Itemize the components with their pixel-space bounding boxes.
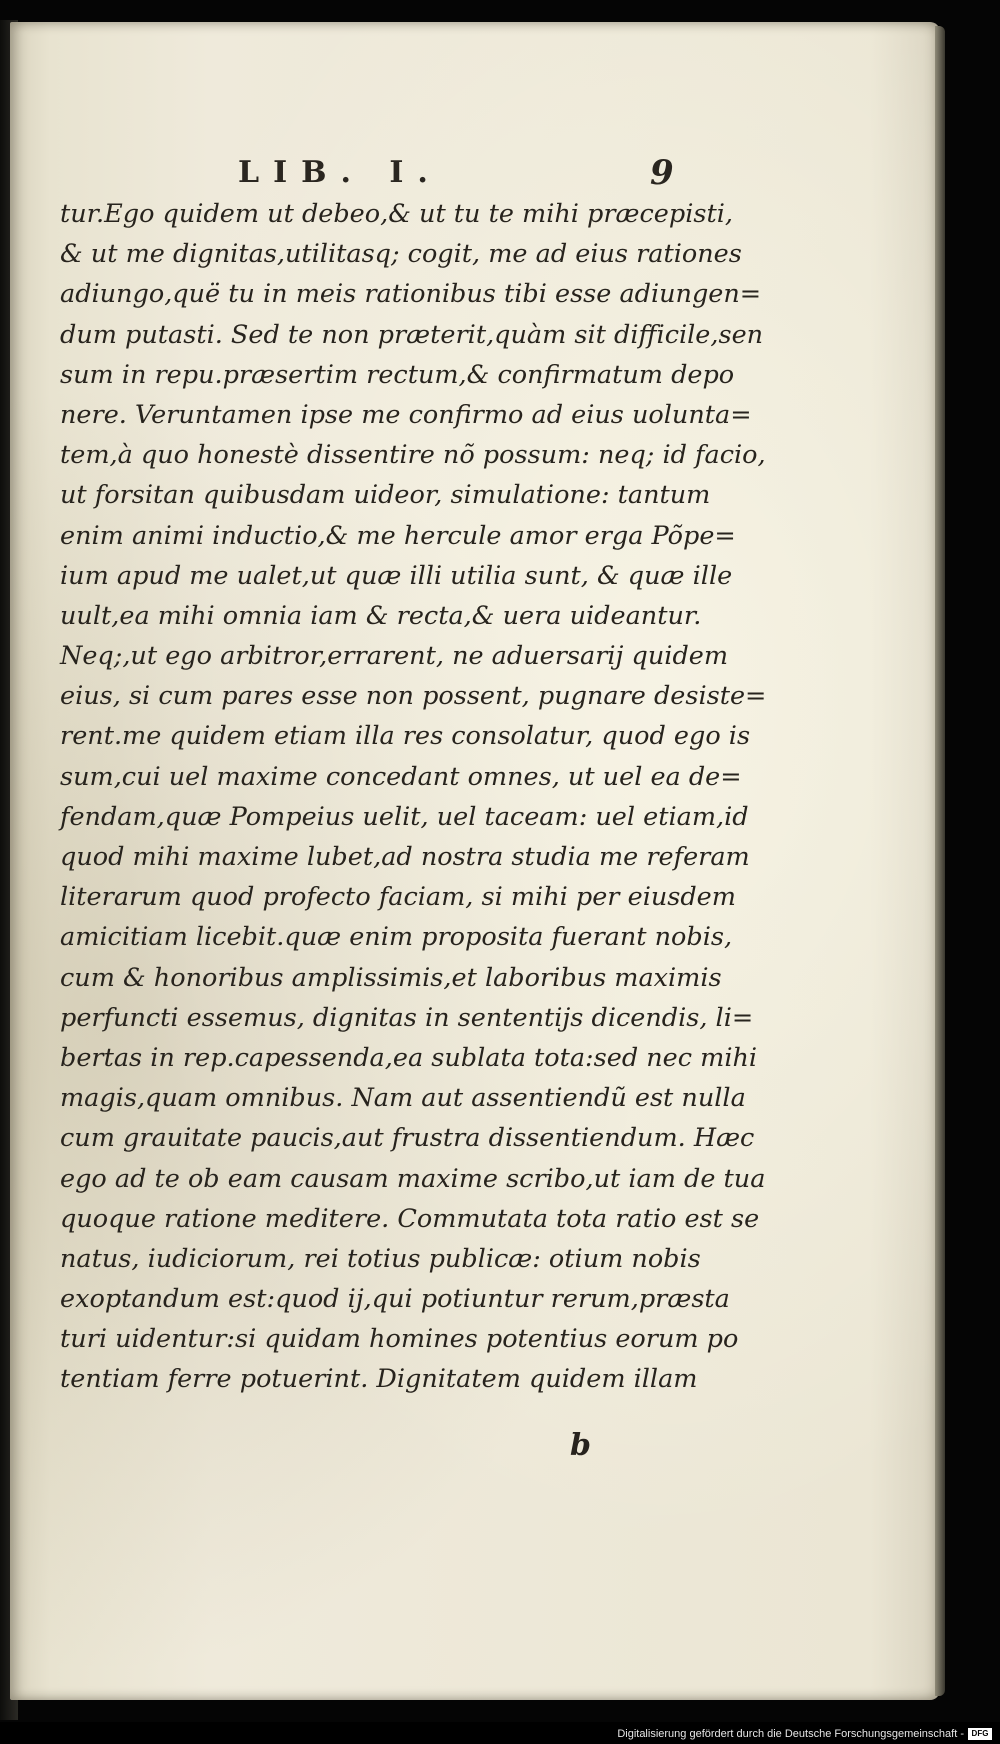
book-page (10, 22, 940, 1700)
funding-credit: Digitalisierung gefördert durch die Deutsche Forschungsgemeinschaft - (617, 1728, 964, 1740)
text-line: quoque ratione meditere. Commutata tota ratio est se (60, 1203, 760, 1234)
text-line: ut forsitan quibusdam uideor, simulatione: tantum (60, 480, 711, 511)
text-line: bertas in rep.capessenda,ea sublata tota:sed nec mihi (60, 1042, 758, 1073)
text-line: enim animi inductio,& me hercule amor erga Põpe= (60, 520, 736, 551)
text-line: ego ad te ob eam causam maxime scribo,ut iam de tua (60, 1163, 766, 1194)
text-line: uult,ea mihi omnia iam & recta,& uera uideantur. (60, 600, 702, 631)
text-line: cum & honoribus amplissimis,et laboribus maximis (60, 962, 722, 993)
text-line: Neq;,ut ego arbitror,errarent, ne aduersarij quidem (60, 641, 729, 672)
text-line: turi uidentur:si quidam homines potentius eorum po (60, 1324, 739, 1355)
text-line: exoptandum est:quod ij,qui potiuntur rerum,præsta (60, 1284, 730, 1315)
text-line: tem,à quo honestè dissentire nõ possum: neq; id facio, (60, 440, 766, 471)
body-text (60, 194, 767, 1400)
footer-bar (0, 1722, 1000, 1744)
running-head: LIB. I. (238, 155, 442, 190)
text-line: amicitiam licebit.quæ enim proposita fuerant nobis, (60, 922, 733, 953)
text-line: nere. Veruntamen ipse me confirmo ad eius uolunta= (60, 399, 752, 430)
text-line: rent.me quidem etiam illa res consolatur, quod ego is (60, 721, 751, 752)
text-line: tentiam ferre potuerint. Dignitatem quidem illam (60, 1364, 698, 1395)
page-number: 9 (650, 153, 674, 193)
text-line: natus, iudiciorum, rei totius publicæ: otium nobis (60, 1243, 701, 1274)
text-line: ium apud me ualet,ut quæ illi utilia sunt, & quæ ille (60, 560, 733, 591)
text-line: & ut me dignitas,utilitasq; cogit, me ad eius rationes (60, 239, 742, 270)
page-edge (935, 26, 945, 1696)
text-line: literarum quod profecto faciam, si mihi per eiusdem (60, 882, 736, 913)
text-line: quod mihi maxime lubet,ad nostra studia me referam (60, 842, 750, 872)
dfg-logo-icon: DFG (968, 1728, 992, 1740)
text-line: sum,cui uel maxime concedant omnes, ut uel ea de= (60, 761, 742, 792)
text-line: perfuncti essemus, dignitas in sententijs dicendis, li= (60, 1002, 754, 1033)
text-line: fendam,quæ Pompeius uelit, uel taceam: uel etiam,id (60, 801, 749, 832)
text-line: tur.Ego quidem ut debeo,& ut tu te mihi præcepisti, (60, 199, 733, 229)
text-line: magis,quam omnibus. Nam aut assentiendũ est nulla (60, 1083, 746, 1114)
catchword: b (570, 1428, 591, 1463)
text-line: sum in repu.præsertim rectum,& confirmatum depo (60, 359, 735, 390)
text-line: cum grauitate paucis,aut frustra dissentiendum. Hæc (60, 1123, 755, 1154)
text-line: dum putasti. Sed te non præterit,quàm sit difficile,sen (60, 319, 764, 350)
text-line: adiungo,quë tu in meis rationibus tibi esse adiungen= (60, 279, 762, 310)
text-line: eius, si cum pares esse non possent, pugnare desiste= (60, 681, 767, 712)
